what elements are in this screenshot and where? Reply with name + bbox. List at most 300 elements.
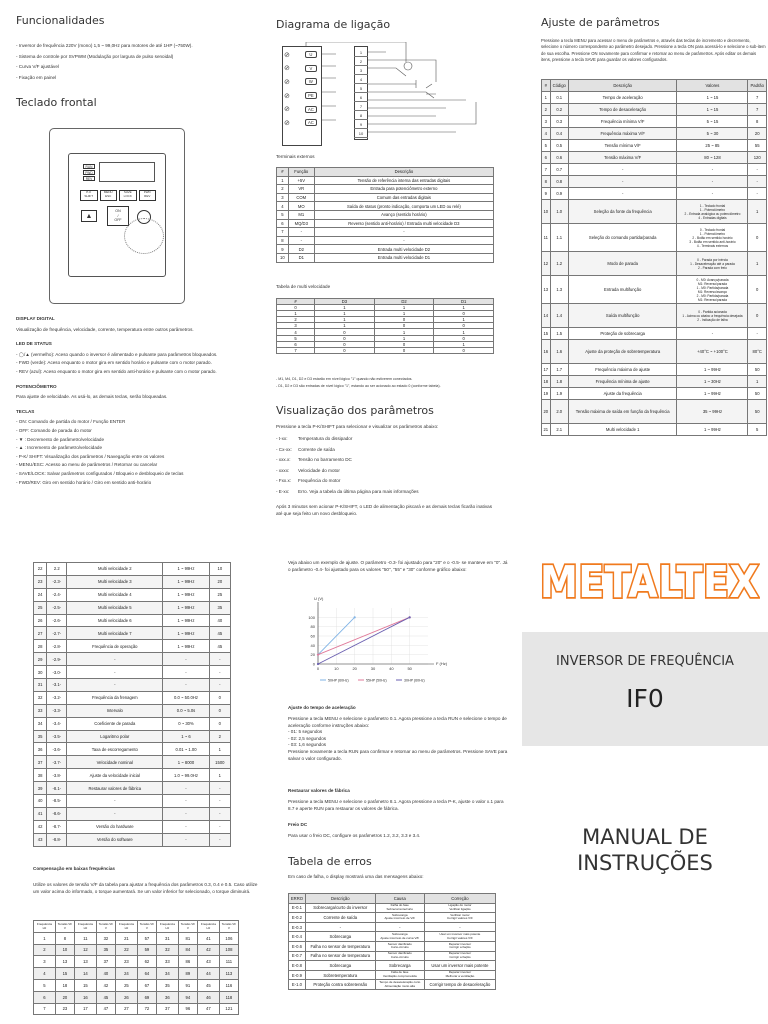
table-cell: - bbox=[67, 679, 163, 692]
vis-code: - xxxx: bbox=[276, 467, 290, 473]
table-cell: 0 bbox=[434, 335, 494, 341]
table-cell: Tempo de desaceleração bbox=[568, 104, 677, 116]
table-row bbox=[34, 717, 231, 730]
table-cell: 15 bbox=[542, 328, 551, 340]
header-cell: Descrição bbox=[314, 168, 493, 177]
table-cell: 1 ~ 15 bbox=[677, 92, 748, 104]
table-cell: Sobrecarga Ajuste incorreto de V/F bbox=[375, 913, 424, 923]
terminal-number: 5 bbox=[354, 84, 368, 93]
vis-list bbox=[276, 436, 496, 500]
header-cell: Tensão VF V bbox=[96, 921, 115, 933]
table-cell: - bbox=[209, 807, 230, 820]
table-cell: -3.5- bbox=[47, 730, 67, 743]
header-cell: Código bbox=[550, 80, 568, 92]
vis-item bbox=[276, 489, 496, 496]
section-line: Para ajuste de velocidade. As usá-lo, as demais teclas, serão bloqueadas. bbox=[16, 394, 168, 400]
table-cell: 0 bbox=[315, 347, 375, 353]
comp-text: Utilize os valores de tensão V/F da tabela para ajustar a frequência dos parâmetros 0.3, 0.4 e 0.5. Caso utilize um valor acima do informado, o torque aumentará. Se um valor inferior for selecionado, o torque diminuirá. bbox=[33, 882, 258, 894]
table-cell: 4 bbox=[277, 202, 289, 211]
terminal-number: 8 bbox=[354, 111, 368, 120]
table-row bbox=[542, 128, 767, 140]
terminal-label: AC bbox=[305, 119, 317, 126]
table-cell: 4 bbox=[542, 128, 551, 140]
table-cell: 20 bbox=[55, 991, 74, 1003]
table-cell: 0 bbox=[315, 335, 375, 341]
table-cell: 7 bbox=[542, 164, 551, 176]
table-cell: - bbox=[288, 236, 314, 245]
table-cell: 1.9 bbox=[550, 388, 568, 400]
table-row bbox=[277, 219, 494, 228]
table-cell: 0 bbox=[748, 224, 767, 252]
table-cell: 80°C bbox=[748, 340, 767, 364]
table-cell: 16 bbox=[542, 340, 551, 364]
table-cell: 23 bbox=[34, 575, 47, 588]
header-cell: Tensão VF V bbox=[178, 921, 197, 933]
table-cell: Ajuste da proteção de sobretemperatura bbox=[568, 340, 677, 364]
table-cell: 42 bbox=[197, 944, 219, 956]
table-cell: -2.8- bbox=[47, 640, 67, 653]
table-cell: 33 bbox=[34, 704, 47, 717]
table-row bbox=[289, 941, 496, 951]
key-fwd[interactable]: FWD REV bbox=[139, 190, 157, 201]
table-cell: 1.0 bbox=[550, 200, 568, 224]
table-cell: 0 bbox=[209, 704, 230, 717]
table-cell: 0 bbox=[315, 329, 375, 335]
table-cell: -8.7- bbox=[47, 820, 67, 833]
table-cell: - bbox=[209, 653, 230, 666]
table-cell: Reparar inversor Melhorar a ventilação bbox=[424, 970, 495, 980]
table-cell: Sobrecarga Ajuste incorreto de curva V/F bbox=[375, 932, 424, 942]
table-row bbox=[542, 276, 767, 304]
header-cell: Valores bbox=[677, 80, 748, 92]
y-tick-label: 100 bbox=[308, 614, 315, 620]
keypad-panel bbox=[49, 128, 185, 304]
table-cell: 45 bbox=[96, 991, 115, 1003]
table-row bbox=[34, 1003, 239, 1015]
table-cell: 3 bbox=[277, 193, 289, 202]
accel-line: Pressione a tecla MENU e selecione o parâmetro 0.1. Agora pressione a tecla RUN e selecione o tempo de aceleração conforme instruções abaixo: bbox=[288, 716, 507, 728]
table-cell: M1 bbox=[288, 210, 314, 219]
keypad-faceplate bbox=[68, 153, 166, 277]
heading-ajuste: Ajuste de parâmetros bbox=[541, 16, 660, 29]
table-cell: -3.0- bbox=[47, 666, 67, 679]
table-cell: Restaurar valores de fábrica bbox=[67, 782, 163, 795]
screw-icon: ⊘ bbox=[284, 92, 290, 100]
table-cell: 5 bbox=[277, 210, 289, 219]
table-cell: 57 bbox=[137, 932, 156, 944]
table-cell: 69 bbox=[137, 991, 156, 1003]
table-row bbox=[34, 575, 231, 588]
table-cell: 113 bbox=[219, 968, 238, 980]
terminal-number: 10 bbox=[354, 129, 368, 138]
table-cell: 42 bbox=[34, 820, 47, 833]
table-row bbox=[34, 601, 231, 614]
header-cell: Correção bbox=[424, 894, 495, 904]
table-row bbox=[542, 188, 767, 200]
status-leds bbox=[83, 164, 95, 182]
table-cell: 89 bbox=[178, 968, 197, 980]
x-tick-label: 10 bbox=[334, 666, 339, 671]
terminals-caption: Terminais externos bbox=[276, 154, 315, 159]
table-cell: - bbox=[67, 666, 163, 679]
table-cell: 22 bbox=[115, 944, 137, 956]
table-cell: - bbox=[209, 666, 230, 679]
header-cell: D1 bbox=[434, 299, 494, 305]
table-cell: Falha no sensor de temperatura bbox=[305, 941, 375, 951]
table-cell: Sobrecarga bbox=[305, 932, 375, 942]
on-off-button[interactable]: ON / OFF bbox=[107, 206, 129, 226]
status-led-run: RUN bbox=[83, 164, 95, 169]
legend-label: 30HP (60Hz) bbox=[404, 678, 425, 683]
table-row bbox=[277, 202, 494, 211]
table-cell: 9 bbox=[277, 245, 289, 254]
table-cell: 0.5 bbox=[550, 140, 568, 152]
accel-line: - 02: 2,5 segundos bbox=[288, 735, 327, 741]
table-cell: 50 bbox=[748, 400, 767, 424]
table-cell: 1.7 bbox=[550, 364, 568, 376]
header-cell: Frequência Hz bbox=[156, 921, 178, 933]
table-cell: 35 bbox=[96, 944, 115, 956]
table-cell: 8 bbox=[748, 116, 767, 128]
table-cell: 3 bbox=[542, 116, 551, 128]
x-tick-label: 0 bbox=[316, 666, 320, 671]
brake-heading: Freio DC bbox=[288, 822, 308, 827]
table-cell: 25 bbox=[34, 601, 47, 614]
legend-label: 55HP (50Hz) bbox=[366, 678, 387, 683]
table-cell: Multi velocidade 5 bbox=[67, 601, 163, 614]
table-row bbox=[289, 951, 496, 961]
table-cell: - bbox=[67, 795, 163, 808]
table-cell: MQ/D3 bbox=[288, 219, 314, 228]
table-cell: 0 bbox=[374, 323, 434, 329]
table-cell: 5 bbox=[748, 424, 767, 436]
key-save[interactable]: SAVE LOCK bbox=[119, 190, 137, 201]
table-cell: 39 bbox=[34, 782, 47, 795]
table-cell: 1 bbox=[315, 305, 375, 311]
table-cell: 8 bbox=[277, 236, 289, 245]
table-cell: E-0.7 bbox=[289, 951, 306, 961]
screw-icon: ⊘ bbox=[284, 65, 290, 73]
header-cell: # bbox=[277, 168, 289, 177]
table-cell: 30 bbox=[34, 666, 47, 679]
table-row bbox=[34, 640, 231, 653]
table-cell: 0 bbox=[374, 317, 434, 323]
table-cell: -2.3- bbox=[47, 575, 67, 588]
table-cell: Tensão máxima de saída em função da frequência bbox=[568, 400, 677, 424]
table-cell: 4 bbox=[34, 968, 56, 980]
table-cell: Falha no sensor de temperatura bbox=[305, 951, 375, 961]
header-cell: Tensão VF V bbox=[55, 921, 74, 933]
table-row bbox=[542, 328, 767, 340]
table-cell: Frequência da frenagem bbox=[67, 691, 163, 704]
section-title: DISPLAY DIGITAL bbox=[16, 316, 55, 321]
table-cell: 0.1 bbox=[550, 92, 568, 104]
table-cell: Entrada multifunção bbox=[568, 276, 677, 304]
table-cell: E-1.0 bbox=[289, 980, 306, 990]
table-cell: 1.2 bbox=[550, 252, 568, 276]
table-cell: 108 bbox=[219, 944, 238, 956]
vis-desc: Corrente de saída bbox=[298, 446, 335, 452]
table-cell: 1 bbox=[374, 311, 434, 317]
table-cell: 25 bbox=[209, 588, 230, 601]
table-cell: - bbox=[677, 176, 748, 188]
table-cell: Frequência máxima de ajuste bbox=[568, 364, 677, 376]
table-cell: 40 bbox=[96, 968, 115, 980]
table-cell: 31 bbox=[34, 679, 47, 692]
header-cell: Tensão VF V bbox=[219, 921, 238, 933]
table-cell: 25 ~ 85 bbox=[677, 140, 748, 152]
table-cell: 27 bbox=[34, 627, 47, 640]
table-cell: -2.6- bbox=[47, 614, 67, 627]
table-row bbox=[34, 979, 239, 991]
table-cell: 21 bbox=[115, 932, 137, 944]
section-line: - FWD/REV: Giro em sentido horário / Giro em sentido anti-horário bbox=[16, 479, 152, 485]
table-cell: 1 bbox=[374, 329, 434, 335]
header-cell: D2 bbox=[374, 299, 434, 305]
table-cell: 45 bbox=[209, 640, 230, 653]
table-cell: 9 bbox=[542, 188, 551, 200]
table-cell: +5V bbox=[288, 176, 314, 185]
table-cell: 23 bbox=[115, 956, 137, 968]
table-cell: 1 ~ 99Hz bbox=[677, 364, 748, 376]
y-tick-label: 20 bbox=[310, 652, 315, 658]
table-cell: 91 bbox=[178, 979, 197, 991]
table-cell: 0 bbox=[209, 717, 230, 730]
table-row bbox=[542, 424, 767, 436]
table-cell: 14 bbox=[74, 968, 96, 980]
table-row bbox=[34, 614, 231, 627]
table-cell: 24 bbox=[115, 968, 137, 980]
table-cell: - bbox=[748, 176, 767, 188]
accel-instructions bbox=[288, 716, 510, 762]
header-cell: Descrição bbox=[305, 894, 375, 904]
table-cell: 1 bbox=[277, 311, 315, 317]
table-cell: 1.5 bbox=[550, 328, 568, 340]
table-cell: D1 bbox=[288, 253, 314, 262]
table-cell: 81 bbox=[178, 932, 197, 944]
table-cell: Intervalo bbox=[67, 704, 163, 717]
chart-intro: Veja abaixo um exemplo de ajuste. O parâmetro -0.3- foi ajustado para "20" e o -0.5- se manteve em "0". Já o parâmetro -0.4- foi ajustado para os valores "50", "55" e "30" conforme gráfico abaixo: bbox=[288, 560, 508, 572]
frequency-voltage-table bbox=[33, 920, 239, 1015]
table-row bbox=[542, 200, 767, 224]
table-row bbox=[34, 991, 239, 1003]
table-cell: Velocidade nominal bbox=[67, 756, 163, 769]
table-cell: 5 ~ 15 bbox=[677, 116, 748, 128]
table-cell: 22 bbox=[34, 563, 47, 576]
table-cell: Versão do software bbox=[67, 833, 163, 846]
table-cell: 94 bbox=[178, 991, 197, 1003]
table-cell: 5 bbox=[542, 140, 551, 152]
table-cell: 5 bbox=[277, 335, 315, 341]
table-row bbox=[277, 347, 494, 353]
table-cell: Ajuste da frequência bbox=[568, 388, 677, 400]
table-cell: 10 bbox=[277, 253, 289, 262]
table-cell: Ligação do motor Verificar ligação bbox=[424, 903, 495, 913]
table-cell: 1 bbox=[374, 335, 434, 341]
table-cell: 1 ~ 99Hz bbox=[163, 627, 209, 640]
table-row bbox=[277, 193, 494, 202]
table-cell: 1 ~ 99Hz bbox=[163, 614, 209, 627]
accel-heading: Ajuste do tempo de aceleração bbox=[288, 705, 356, 710]
table-cell: -3.8- bbox=[47, 769, 67, 782]
table-cell: 10 bbox=[55, 944, 74, 956]
table-cell: 1 bbox=[542, 92, 551, 104]
table-cell: E-0.4 bbox=[289, 932, 306, 942]
table-cell: 15 bbox=[74, 979, 96, 991]
table-header-row bbox=[34, 921, 239, 933]
table-cell: E-0.9 bbox=[289, 970, 306, 980]
multi-notes bbox=[276, 376, 496, 389]
table-cell: 118 bbox=[219, 991, 238, 1003]
table-cell: Modo de parada bbox=[568, 252, 677, 276]
table-cell: 62 bbox=[137, 956, 156, 968]
table-cell: -8.1- bbox=[47, 782, 67, 795]
table-cell: -3.7- bbox=[47, 756, 67, 769]
table-cell: 44 bbox=[197, 968, 219, 980]
series-point bbox=[409, 616, 411, 618]
table-cell: Reverso (sentido anti-horário) / Entrada multi velocidade D3 bbox=[314, 219, 493, 228]
table-cell: Frequência de operação bbox=[67, 640, 163, 653]
table-cell: - bbox=[375, 922, 424, 932]
vis-item bbox=[276, 447, 496, 454]
table-row bbox=[34, 956, 239, 968]
table-cell: 38 bbox=[34, 769, 47, 782]
vis-outro: Após 3 minutos sem acionar P-K/SHIFT, o LED de alimentação piscará e as demais teclas ficarão inativas até que seja feito um novo desbloqueio. bbox=[276, 504, 493, 516]
table-cell: 1 bbox=[209, 743, 230, 756]
vis-item bbox=[276, 457, 496, 464]
vis-desc: Erro. Veja a tabela da última página para mais informações bbox=[298, 488, 419, 494]
table-cell: 6 bbox=[542, 152, 551, 164]
table-cell: 37 bbox=[156, 1003, 178, 1015]
table-cell: 7 bbox=[748, 92, 767, 104]
table-cell: Saída de status (pronto indicação, comporta um LED ou relé) bbox=[314, 202, 493, 211]
table-cell: 41 bbox=[34, 807, 47, 820]
section-line: - REV (azul): Aceso enquanto o motor gira em sentido anti-horário e pulsante com o motor parado. bbox=[16, 368, 217, 374]
x-tick-label: 20 bbox=[352, 666, 357, 671]
table-cell: 5 ~ 30 bbox=[677, 128, 748, 140]
table-cell: 31 bbox=[156, 932, 178, 944]
table-row bbox=[34, 730, 231, 743]
table-row bbox=[542, 224, 767, 252]
table-cell: 34 bbox=[34, 717, 47, 730]
product-model: IF0 bbox=[626, 684, 664, 713]
header-cell: Descrição bbox=[568, 80, 677, 92]
table-row bbox=[34, 691, 231, 704]
table-cell: - bbox=[209, 820, 230, 833]
table-row bbox=[289, 913, 496, 923]
table-cell: -2.7- bbox=[47, 627, 67, 640]
terminal-number: 1 bbox=[354, 48, 368, 57]
table-cell: E-0.6 bbox=[289, 941, 306, 951]
table-cell: 72 bbox=[137, 1003, 156, 1015]
table-row bbox=[277, 176, 494, 185]
y-tick-label: 60 bbox=[310, 633, 315, 639]
table-row bbox=[34, 944, 239, 956]
table-cell: - bbox=[677, 328, 748, 340]
table-cell: 2 bbox=[277, 317, 315, 323]
table-cell: 7 bbox=[277, 347, 315, 353]
table-cell: 25 bbox=[115, 979, 137, 991]
table-cell: 1.1 bbox=[550, 224, 568, 252]
table-cell: - bbox=[305, 922, 375, 932]
table-cell: - bbox=[163, 782, 209, 795]
header-cell: # bbox=[277, 299, 315, 305]
key-menu[interactable]: MENU ESC bbox=[100, 190, 118, 201]
function-keys bbox=[80, 190, 156, 200]
section-line: - ▲ : Incremento de parâmetro/velocidade bbox=[16, 445, 103, 451]
table-cell: 37 bbox=[96, 956, 115, 968]
table-cell: - bbox=[568, 164, 677, 176]
table-cell: Proteção contra sobretensão bbox=[305, 980, 375, 990]
table-cell: Falha do fase Sobrecorrente/curto bbox=[375, 903, 424, 913]
run-up-button[interactable] bbox=[81, 210, 97, 222]
table-cell: VR bbox=[288, 185, 314, 194]
table-cell: 15 bbox=[55, 968, 74, 980]
table-cell: - bbox=[314, 236, 493, 245]
table-cell: 1 ~ 30Hz bbox=[677, 376, 748, 388]
key-pk[interactable]: P-K SHIFT bbox=[80, 190, 98, 201]
table-cell: 43 bbox=[197, 956, 219, 968]
table-cell: 50 bbox=[748, 364, 767, 376]
table-cell: - bbox=[209, 833, 230, 846]
heading-erros: Tabela de erros bbox=[288, 855, 372, 868]
terminal-number: 9 bbox=[354, 120, 368, 129]
table-cell: 86 bbox=[178, 956, 197, 968]
table-cell: 18 bbox=[542, 376, 551, 388]
table-cell: 13 bbox=[542, 276, 551, 304]
potentiometer-dial bbox=[124, 218, 164, 254]
table-cell: 0.9 bbox=[550, 188, 568, 200]
header-cell: ERRO bbox=[289, 894, 306, 904]
table-cell: - bbox=[748, 328, 767, 340]
screw-icon: ⊘ bbox=[284, 119, 290, 127]
table-cell: 26 bbox=[34, 614, 47, 627]
table-cell: 64 bbox=[137, 968, 156, 980]
table-cell: 1 ~ 8000 bbox=[163, 756, 209, 769]
multi-caption: Tabela de multi velocidade bbox=[276, 284, 331, 289]
table-cell: - bbox=[568, 176, 677, 188]
x-tick-label: 30 bbox=[370, 666, 376, 671]
vis-code: - Cx-xx: bbox=[276, 446, 292, 452]
table-cell: 7 bbox=[277, 228, 289, 237]
series-point bbox=[317, 663, 319, 665]
section-line: - ◯/▲ (vermelho): Aceso quando o inversor é alimentado e pulsante para parâmetros bloqueados. bbox=[16, 351, 218, 357]
table-cell: - bbox=[163, 833, 209, 846]
table-cell: 0.8 bbox=[550, 176, 568, 188]
terminal-label: PE bbox=[305, 92, 317, 99]
metaltex-logo: METALTEX bbox=[540, 556, 760, 608]
table-cell: 1500 bbox=[209, 756, 230, 769]
table-cell: 0 - M0: Avanço/parada M1: Reverso/parada 1 - M0: Partida/parada M1: Reverso/avanço 2 - M0: Partida/parada M1: Reverso/parada bbox=[677, 276, 748, 304]
table-cell: 0.0 ~ 5.0s bbox=[163, 704, 209, 717]
table-cell: Multi velocidade 3 bbox=[67, 575, 163, 588]
terminal-number: 4 bbox=[354, 75, 368, 84]
table-row bbox=[289, 980, 496, 990]
table-cell: D2 bbox=[288, 245, 314, 254]
table-cell: 29 bbox=[34, 653, 47, 666]
header-cell: # bbox=[542, 80, 551, 92]
table-cell: Multi velocidade 7 bbox=[67, 627, 163, 640]
header-cell: Frequência Hz bbox=[197, 921, 219, 933]
table-cell: 121 bbox=[219, 1003, 238, 1015]
table-row bbox=[542, 140, 767, 152]
table-cell: 106 bbox=[219, 932, 238, 944]
table-row bbox=[34, 666, 231, 679]
table-header-row bbox=[542, 80, 767, 92]
table-cell: 1.4 bbox=[550, 304, 568, 328]
table-cell: - bbox=[163, 666, 209, 679]
table-cell: - bbox=[677, 164, 748, 176]
